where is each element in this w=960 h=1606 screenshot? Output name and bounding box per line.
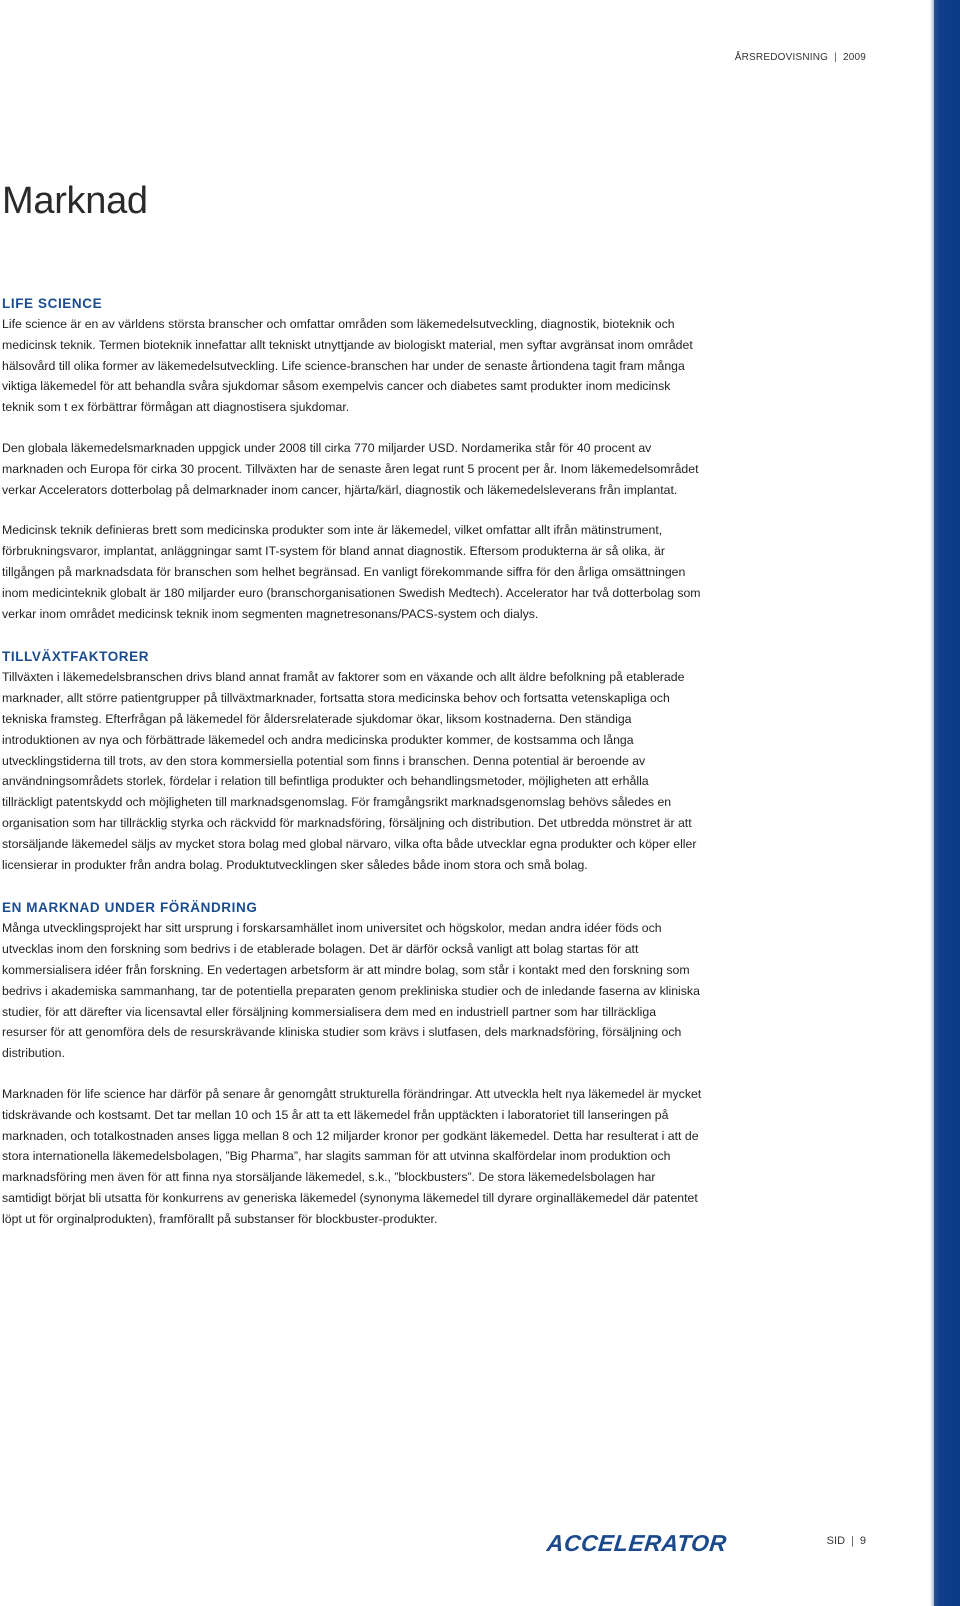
heading-life-science: LIFE SCIENCE <box>2 296 103 311</box>
spacer <box>2 418 702 438</box>
footer-separator: | <box>851 1535 854 1547</box>
tillvaxtfaktorer-paragraph-1: Tillväxten i läkemedelsbranschen drivs bland annat framåt av faktorer som en växande och allt äldre befolkning på etablerade marknader, allt större patientgrupper på tillväxtmarknader, fortsatta stora medicinska behov och fortsatta vetenskapliga och tekniska framsteg. Efterfrågan på läkemedel för åldersrelaterade sjukdomar ökar, liksom kostnaderna. Den ständiga introduktionen av nya och förbättrade läkemedel och andra medicinska produkter kommer, de kostsamma och långa utvecklingstiderna till trots, av den stora kommersiella potential som finns i branschen. Denna potential är beroende av användningsområdets storlek, fördelar i relation till befintliga produkter och behandlingsmetoder, möjligheten att erhålla tillräckligt patentskydd och möjligheten till marknadsgenomslag. För framgångsrikt marknadsgenomslag behövs således en organisation som har tillräcklig styrka och räckvidd för marknadsföring, försäljning och distribution. Det utbredda mönstret är att storsäljande läkemedel säljs av mycket stora bolag med global närvaro, vilka ofta både utvecklar egna produkter och köper eller licensierar in produkter från andra bolag. Produktutvecklingen sker således både inom stora och små bolag. <box>2 670 697 872</box>
spacer <box>2 1064 702 1084</box>
header-separator: | <box>834 52 837 63</box>
page-label: SID <box>826 1535 846 1547</box>
spacer <box>2 875 702 897</box>
heading-marknad-under-forandring: EN MARKNAD UNDER FÖRÄNDRING <box>2 900 258 916</box>
main-content <box>2 293 702 1229</box>
forandring-paragraph-2: Marknaden för life science har därför på senare år genomgått strukturella förändringar. Att utveckla helt nya läkemedel är mycket tidskrävande och kostsamt. Det tar mellan 10 och 15 år att ta ett läkemedel från upptäckten i laboratoriet till lanseringen på marknaden, och totalkostnaden anses ligga mellan 8 och 12 miljarder kronor per godkänt läkemedel. Detta har resulterat i att de stora internationella läkemedelsbolagen, ”Big Pharma”, har slagits samman för att utvinna skalfördelar inom produktion och marknadsföring men även för att finna nya storsäljande läkemedel, s.k., ”blockbusters”. De stora läkemedelsbolagen har samtidigt börjat bli utsatta för konkurrens av generiska läkemedel (synonyma läkemedel till dyrare orginalläkemedel där patentet löpt ut för orginalprodukten), framförallt på substanser för blockbuster-produkter. <box>2 1086 702 1226</box>
report-year: 2009 <box>842 52 866 63</box>
forandring-paragraph-1: Många utvecklingsprojekt har sitt ursprung i forskarsamhället inom universitet och högskolor, medan andra idéer föds och utvecklas inom den forskning som bedrivs i de etablerade bolagen. Det är därför också vanligt att bolag startas för att kommersialisera idéer från forskning. En vedertagen arbetsform är att mindre bolag, som står i kontakt med den forskning som bedrivs i akademiska sammanhang, tar de potentiella preparaten genom prekliniska studier och de inledande faserna av kliniska studier, för att därefter via licensavtal eller försäljning kommersialisera dem med en industriell partner som har tillräckliga resurser för att genomföra dels de resurskrävande kliniska studier som krävs i slutfasen, dels marknadsföring, försäljning och distribution. <box>2 921 700 1061</box>
life-science-paragraph-2: Den globala läkemedelsmarknaden uppgick under 2008 till cirka 770 miljarder USD. Nordamerika står för 40 procent av marknaden och Europa för cirka 30 procent. Tillväxten har de senaste åren legat runt 5 procent per år. Inom läkemedelsområdet verkar Accelerators dotterbolag på delmarknader inom cancer, hjärta/kärl, diagnostik och läkemedelsleverans från implantat. <box>2 440 699 497</box>
page-title: Marknad <box>2 180 148 222</box>
page-number-footer <box>827 1535 866 1547</box>
report-label: ÅRSREDOVISNING <box>734 52 829 63</box>
spacer <box>2 500 702 520</box>
side-accent-bar <box>934 0 960 1606</box>
life-science-paragraph-1: Life science är en av världens största branscher och omfattar områden som läkemedelsutveckling, diagnostik, bioteknik och medicinsk teknik. Termen bioteknik innefattar allt tekniskt utnyttjande av biologiskt material, men syftar avgränsat inom området hälsovård till olika former av läkemedelsutveckling. Life science-branschen har under de senaste årtiondena tagit fram många viktiga läkemedel för att behandla svåra sjukdomar såsom exempelvis cancer och diabetes samt produkter inom medicinsk teknik som t ex förbättrar förmågan att diagnostisera sjukdomar. <box>2 317 693 415</box>
life-science-paragraph-3: Medicinsk teknik definieras brett som medicinska produkter som inte är läkemedel, vilket omfattar allt ifrån mätinstrument, förbrukningsvaror, implantat, anläggningar samt IT-system för bland annat diagnostik. Eftersom produkterna är så olika, är tillgången på marknadsdata för branschen som helhet begränsad. En vanligt förekommande siffra för den årliga omsättningen inom medicinteknik globalt är 180 miljarder euro (branschorganisationen Swedish Medtech). Accelerator har två dotterbolag som verkar inom området medicinsk teknik inom segmenten magnetresonans/PACS-system och dialys. <box>2 523 701 621</box>
spacer <box>2 624 702 646</box>
page-number: 9 <box>859 1535 866 1547</box>
running-header <box>735 52 866 63</box>
heading-tillvaxtfaktorer: TILLVÄXTFAKTORER <box>2 649 150 665</box>
accelerator-logo: ACCELERATOR <box>545 1530 729 1556</box>
